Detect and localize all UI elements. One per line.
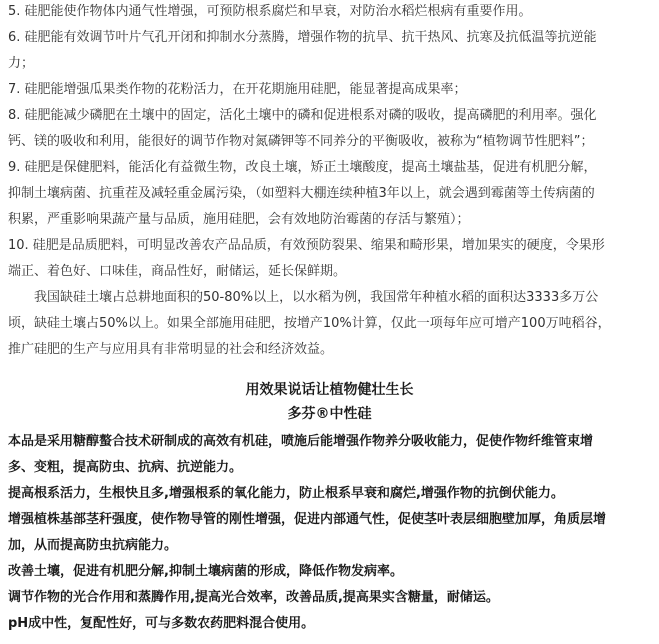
product-ph-line-1: pH成中性，复配性好，可与多数农药肥料混合使用。	[8, 616, 315, 631]
benefit-8-line-1: 8. 硅肥能减少磷肥在土壤中的固定，活化土壤中的磷和促进根系对磷的吸收，提高磷肥的利用率。强化	[8, 108, 597, 123]
benefit-9-line-3: 积累，严重影响果蔬产量与品质，施用硅肥，会有效地防治霉菌的存活与繁殖）；	[8, 212, 470, 227]
benefit-9-line-1: 9. 硅肥是保健肥料，能活化有益微生物，改良土壤，矫正土壤酸度，提高土壤盐基，促进有机肥分解，	[8, 160, 597, 175]
benefit-6-line-1: 6. 硅肥能有效调节叶片气孔开闭和抑制水分蒸腾，增强作物的抗旱、抗干热风、抗寒及抗低温等抗逆能	[8, 30, 597, 45]
product-intro-line-1: 本品是采用糖醇螯合技术研制成的高效有机硅，喷施后能增强作物养分吸收能力，促使作物纤维管束增	[8, 434, 594, 449]
benefit-6-line-2: 力；	[8, 56, 35, 71]
benefit-10-line-2: 端正、着色好、口味佳，商品性好，耐储运，延长保鲜期。	[8, 264, 347, 279]
product-stem-line-1: 增强植株基部茎秆强度，使作物导管的刚性增强，促进内部通气性，促使茎叶表层细胞壁加厚，角质层增	[8, 512, 607, 527]
benefit-10-line-1: 10. 硅肥是品质肥料，可明显改善农产品品质，有效预防裂果、缩果和畸形果，增加果实的硬度，令果形	[8, 238, 605, 253]
product-stem-line-2: 加，从而提高防虫抗病能力。	[8, 538, 178, 553]
product-name-heading: 多芬®中性硅	[287, 406, 372, 422]
benefit-7-line-1: 7. 硅肥能增强瓜果类作物的花粉活力，在开花期施用硅肥，能显著提高成果率；	[8, 82, 467, 97]
benefit-8-line-2: 钙、镁的吸收和利用，能很好的调节作物对氮磷钾等不同养分的平衡吸收，被称为“植物调节性肥料”；	[8, 134, 594, 149]
product-soil-line-1: 改善土壤，促进有机肥分解,抑制土壤病菌的形成，降低作物发病率。	[8, 564, 403, 579]
benefit-5-line-1: 5. 硅肥能使作物体内通气性增强，可预防根系腐烂和早衰，对防治水稻烂根病有重要作用。	[8, 4, 532, 19]
summary-line-3: 推广硅肥的生产与应用具有非常明显的社会和经济效益。	[8, 342, 334, 357]
benefit-9-line-2: 抑制土壤病菌、抗重茬及减轻重金属污染，（如塑料大棚连续种植3年以上，就会遇到霉菌等土传病菌的	[8, 186, 595, 201]
product-photosynthesis-line-1: 调节作物的光合作用和蒸腾作用,提高光合效率，改善品质,提高果实含糖量，耐储运。	[8, 590, 499, 605]
product-root-line-1: 提高根系活力，生根快且多,增强根系的氧化能力，防止根系早衰和腐烂,增强作物的抗倒伏能力。	[8, 486, 564, 501]
product-intro-line-2: 多、变粗，提高防虫、抗病、抗逆能力。	[8, 460, 243, 475]
summary-line-2: 顷，缺硅土壤占50%以上。如果全部施用硅肥，按增产10%计算，仅此一项每年应可增产100万吨稻谷，	[8, 316, 611, 331]
summary-line-1: 我国缺硅土壤占总耕地面积的50-80%以上，以水稻为例，我国常年种植水稻的面积达3333多万公	[34, 290, 599, 305]
product-slogan-heading: 用效果说话让植物健壮生长	[245, 382, 414, 398]
